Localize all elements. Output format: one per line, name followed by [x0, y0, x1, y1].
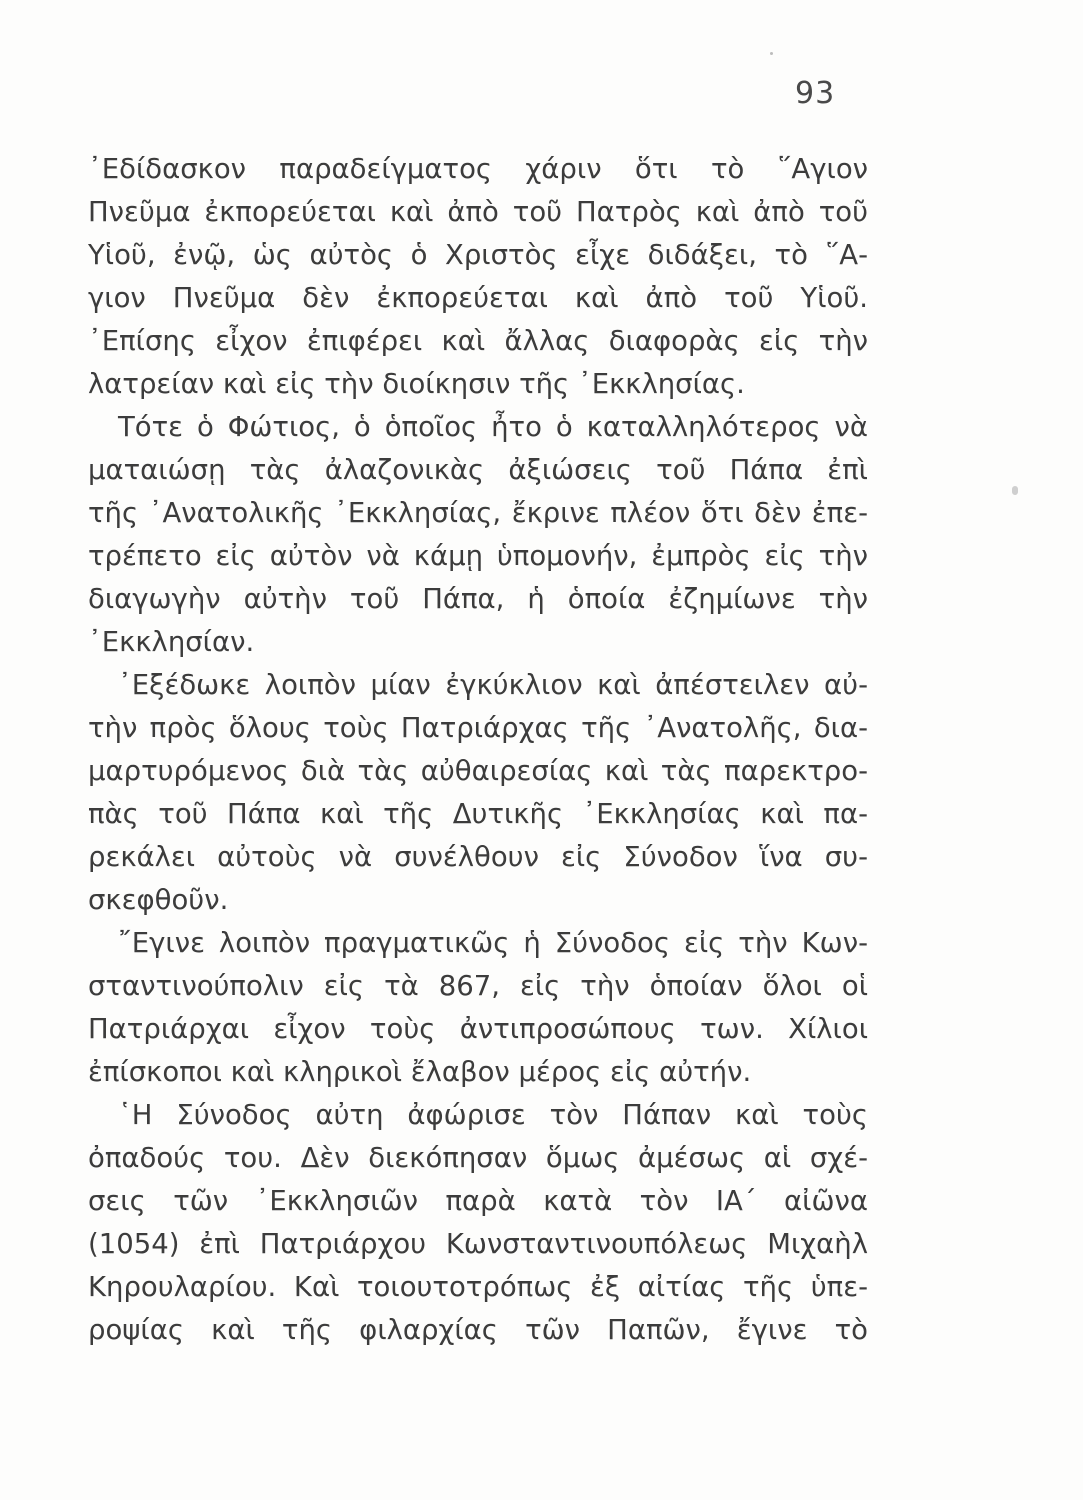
- text-line: (1054) ἐπὶ Πατριάρχου Κωνσταντινουπόλεως Μιχαὴλ: [88, 1228, 868, 1260]
- text-line: ῾Η Σύνοδος αὐτη ἀφώρισε τὸν Πάπαν καὶ τοὺς: [118, 1099, 868, 1131]
- text-line: σεις τῶν ᾿Εκκλησιῶν παρὰ κατὰ τὸν ΙΑ΄ αἰῶνα: [88, 1185, 868, 1217]
- ink-smudge: [1012, 486, 1018, 495]
- text-line: σταντινούπολιν εἰς τὰ 867, εἰς τὴν ὁποίαν ὅλοι οἱ: [88, 970, 868, 1002]
- text-line: ρεκάλει αὐτοὺς νὰ συνέλθουν εἰς Σύνοδον ἵνα συ-: [88, 841, 868, 873]
- text-line: ῎Εγινε λοιπὸν πραγματικῶς ἡ Σύνοδος εἰς τὴν Κων-: [118, 927, 868, 959]
- text-line: ᾿Επίσης εἶχον ἐπιφέρει καὶ ἄλλας διαφορὰς εἰς τὴν: [88, 325, 868, 357]
- text-line: ἐπίσκοποι καὶ κληρικοὶ ἔλαβον μέρος εἰς αὐτήν.: [88, 1056, 752, 1088]
- text-line: Κηρουλαρίου. Καὶ τοιουτοτρόπως ἐξ αἰτίας τῆς ὑπε-: [88, 1271, 868, 1303]
- text-line: λατρείαν καὶ εἰς τὴν διοίκησιν τῆς ᾿Εκκλησίας.: [88, 368, 745, 400]
- body-text: [88, 148, 868, 1352]
- text-line: ᾿Εδίδασκον παραδείγματος χάριν ὅτι τὸ ῞Αγιον: [88, 153, 868, 185]
- paper-speck: [770, 52, 773, 55]
- text-line: ροψίας καὶ τῆς φιλαρχίας τῶν Παπῶν, ἔγινε τὸ: [88, 1314, 868, 1346]
- text-line: τῆς ᾿Ανατολικῆς ᾿Εκκλησίας, ἔκρινε πλέον ὅτι δὲν ἐπε-: [88, 497, 868, 529]
- text-line: πὰς τοῦ Πάπα καὶ τῆς Δυτικῆς ᾿Εκκλησίας καὶ πα-: [88, 798, 868, 830]
- text-line: τρέπετο εἰς αὐτὸν νὰ κάμῃ ὑπομονήν, ἐμπρὸς εἰς τὴν: [88, 540, 868, 572]
- text-line: Πατριάρχαι εἶχον τοὺς ἀντιπροσώπους των. Χίλιοι: [88, 1013, 868, 1045]
- page-number: 93: [795, 76, 836, 111]
- text-line: διαγωγὴν αὐτὴν τοῦ Πάπα, ἡ ὁποία ἐζημίωνε τὴν: [88, 583, 868, 615]
- text-line: Υἱοῦ, ἐνῷ, ὡς αὐτὸς ὁ Χριστὸς εἶχε διδάξει, τὸ ῞Α-: [88, 239, 868, 271]
- text-line: ᾿Εξέδωκε λοιπὸν μίαν ἐγκύκλιον καὶ ἀπέστειλεν αὐ-: [118, 669, 868, 701]
- text-line: γιον Πνεῦμα δὲν ἐκπορεύεται καὶ ἀπὸ τοῦ Υἱοῦ.: [88, 282, 868, 314]
- text-line: μαρτυρόμενος διὰ τὰς αὐθαιρεσίας καὶ τὰς παρεκτρο-: [88, 755, 868, 787]
- text-line: ματαιώσῃ τὰς ἀλαζονικὰς ἀξιώσεις τοῦ Πάπα ἐπὶ: [88, 454, 868, 486]
- text-line: ᾿Εκκλησίαν.: [88, 626, 255, 658]
- text-line: σκεφθοῦν.: [88, 884, 229, 916]
- text-line: Πνεῦμα ἐκπορεύεται καὶ ἀπὸ τοῦ Πατρὸς καὶ ἀπὸ τοῦ: [88, 196, 868, 228]
- text-line: Τότε ὁ Φώτιος, ὁ ὁποῖος ἦτο ὁ καταλληλότερος νὰ: [118, 411, 868, 443]
- text-line: τὴν πρὸς ὅλους τοὺς Πατριάρχας τῆς ᾿Ανατολῆς, δια-: [88, 712, 868, 744]
- text-line: ὀπαδούς του. Δὲν διεκόπησαν ὅμως ἀμέσως αἱ σχέ-: [88, 1142, 868, 1174]
